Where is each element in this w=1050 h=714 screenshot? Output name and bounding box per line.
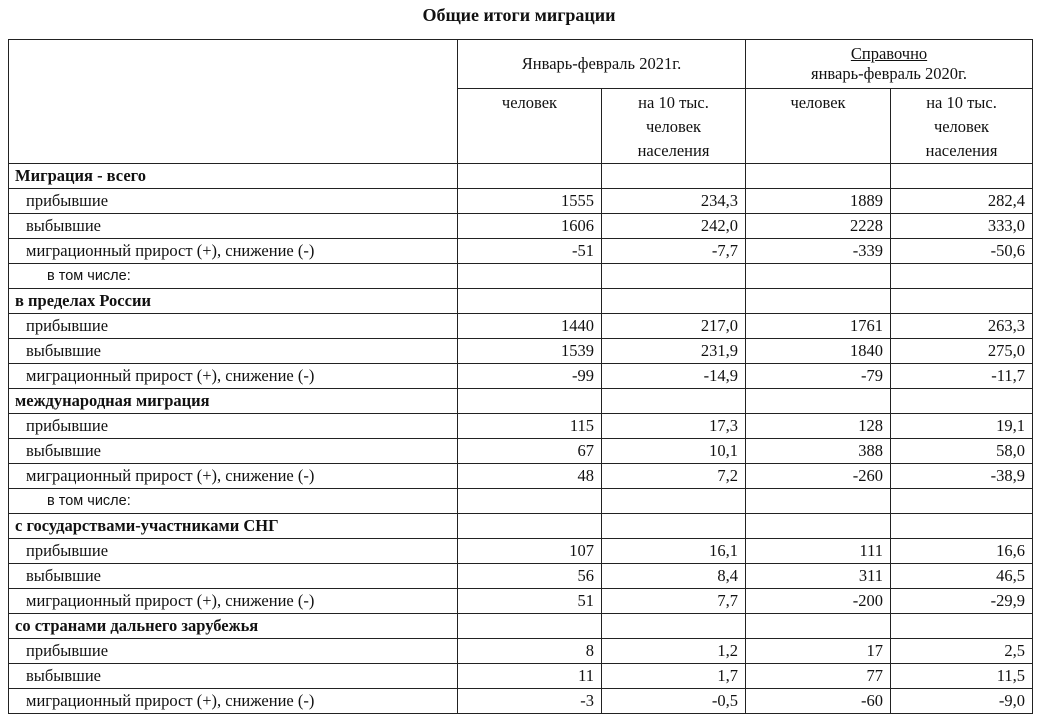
header-period-2021: Январь-февраль 2021г. (458, 40, 746, 89)
cell-v2020: 1889 (746, 189, 891, 214)
row-label: миграционный прирост (+), снижение (-) (9, 364, 458, 389)
header-per10k-line1: на 10 тыс. (638, 93, 709, 112)
row-label: прибывшие (9, 414, 458, 439)
page-title: Общие итоги миграции (422, 5, 616, 25)
row-label: выбывшие (9, 214, 458, 239)
cell-r2021: 242,0 (602, 214, 746, 239)
row-label: прибывшие (9, 314, 458, 339)
cell-r2021: 17,3 (602, 414, 746, 439)
cell-r2020 (891, 264, 1033, 289)
cell-r2020: 46,5 (891, 564, 1033, 589)
cell-v2020: 111 (746, 539, 891, 564)
cell-v2021 (458, 389, 602, 414)
cell-r2021 (602, 289, 746, 314)
cell-v2020: -79 (746, 364, 891, 389)
cell-r2021: 7,2 (602, 464, 746, 489)
cell-v2020: -260 (746, 464, 891, 489)
cell-r2020: 263,3 (891, 314, 1033, 339)
cell-r2021: 16,1 (602, 539, 746, 564)
header-row-periods (9, 40, 1033, 89)
cell-v2021: 11 (458, 664, 602, 689)
section-label: Миграция - всего (9, 164, 458, 189)
section-row (9, 164, 1033, 189)
cell-r2020: 16,6 (891, 539, 1033, 564)
cell-r2021: 231,9 (602, 339, 746, 364)
cell-r2020: -50,6 (891, 239, 1033, 264)
table-body (9, 40, 1033, 714)
cell-r2020: 58,0 (891, 439, 1033, 464)
table-row (9, 314, 1033, 339)
table-row (9, 664, 1033, 689)
cell-v2020 (746, 289, 891, 314)
header-persons-2020: человек (746, 89, 891, 164)
header-period-2020-label: январь-февраль 2020г. (811, 64, 968, 83)
cell-r2021 (602, 489, 746, 514)
cell-r2020: 11,5 (891, 664, 1033, 689)
table-row (9, 364, 1033, 389)
cell-r2021 (602, 389, 746, 414)
cell-v2020: 1840 (746, 339, 891, 364)
header-per10k-2020 (891, 89, 1033, 164)
cell-v2021 (458, 264, 602, 289)
table-row (9, 189, 1033, 214)
row-label: выбывшие (9, 664, 458, 689)
row-label: прибывшие (9, 539, 458, 564)
table-row (9, 464, 1033, 489)
row-label: в том числе: (9, 489, 458, 514)
cell-v2020 (746, 164, 891, 189)
header-per10k-line3: населения (637, 141, 710, 160)
migration-table (8, 39, 1033, 714)
cell-v2021: 1440 (458, 314, 602, 339)
cell-v2021: 107 (458, 539, 602, 564)
table-row (9, 564, 1033, 589)
section-row (9, 389, 1033, 414)
section-row (9, 614, 1033, 639)
note-row (9, 264, 1033, 289)
cell-v2021: 67 (458, 439, 602, 464)
table-row (9, 239, 1033, 264)
cell-r2020: 275,0 (891, 339, 1033, 364)
cell-r2021: 7,7 (602, 589, 746, 614)
table-row (9, 439, 1033, 464)
cell-v2020: 77 (746, 664, 891, 689)
cell-r2021: -14,9 (602, 364, 746, 389)
cell-r2020 (891, 489, 1033, 514)
row-label: миграционный прирост (+), снижение (-) (9, 464, 458, 489)
cell-v2020: 17 (746, 639, 891, 664)
table-row (9, 539, 1033, 564)
note-row (9, 489, 1033, 514)
header-per10k-line3: населения (925, 141, 998, 160)
cell-r2020: -29,9 (891, 589, 1033, 614)
cell-v2021 (458, 514, 602, 539)
cell-r2021: -7,7 (602, 239, 746, 264)
table-row (9, 339, 1033, 364)
cell-v2020: -339 (746, 239, 891, 264)
row-label: выбывшие (9, 339, 458, 364)
cell-v2020: -60 (746, 689, 891, 714)
cell-v2020 (746, 489, 891, 514)
cell-r2021: 234,3 (602, 189, 746, 214)
row-label: выбывшие (9, 564, 458, 589)
cell-v2021: -51 (458, 239, 602, 264)
cell-r2021: 1,2 (602, 639, 746, 664)
cell-v2020: 388 (746, 439, 891, 464)
row-label: в том числе: (9, 264, 458, 289)
section-label: международная миграция (9, 389, 458, 414)
cell-v2020: 2228 (746, 214, 891, 239)
cell-v2020 (746, 264, 891, 289)
section-label: с государствами-участниками СНГ (9, 514, 458, 539)
row-label: миграционный прирост (+), снижение (-) (9, 239, 458, 264)
cell-v2021: 115 (458, 414, 602, 439)
cell-r2021 (602, 164, 746, 189)
section-row (9, 514, 1033, 539)
cell-v2021: 1555 (458, 189, 602, 214)
header-per10k-line2: человек (933, 117, 990, 136)
cell-v2021: -99 (458, 364, 602, 389)
cell-r2021 (602, 264, 746, 289)
cell-v2021: 48 (458, 464, 602, 489)
cell-v2021: 1606 (458, 214, 602, 239)
header-persons-2021: человек (458, 89, 602, 164)
section-label: со странами дальнего зарубежья (9, 614, 458, 639)
cell-r2020: 19,1 (891, 414, 1033, 439)
cell-v2021: 8 (458, 639, 602, 664)
cell-r2021: 10,1 (602, 439, 746, 464)
cell-r2020 (891, 389, 1033, 414)
cell-r2020: -11,7 (891, 364, 1033, 389)
cell-v2021: 51 (458, 589, 602, 614)
cell-r2020: -9,0 (891, 689, 1033, 714)
cell-v2021: 56 (458, 564, 602, 589)
cell-v2021 (458, 164, 602, 189)
table-row (9, 589, 1033, 614)
row-label: миграционный прирост (+), снижение (-) (9, 689, 458, 714)
cell-r2020 (891, 614, 1033, 639)
cell-v2020: -200 (746, 589, 891, 614)
table-row (9, 639, 1033, 664)
section-label: в пределах России (9, 289, 458, 314)
header-per10k-2021 (602, 89, 746, 164)
table-row (9, 689, 1033, 714)
row-label: прибывшие (9, 189, 458, 214)
cell-v2020: 1761 (746, 314, 891, 339)
cell-r2021: 217,0 (602, 314, 746, 339)
cell-v2020 (746, 389, 891, 414)
cell-v2021: -3 (458, 689, 602, 714)
header-reference-label: Справочно (850, 44, 928, 63)
row-label: прибывшие (9, 639, 458, 664)
header-label-cell (9, 40, 458, 164)
cell-v2021 (458, 489, 602, 514)
cell-v2021: 1539 (458, 339, 602, 364)
cell-r2021: 8,4 (602, 564, 746, 589)
cell-r2020 (891, 289, 1033, 314)
table-row (9, 414, 1033, 439)
header-per10k-line2: человек (645, 117, 702, 136)
cell-r2020: 282,4 (891, 189, 1033, 214)
row-label: выбывшие (9, 439, 458, 464)
cell-r2020 (891, 514, 1033, 539)
cell-r2021 (602, 614, 746, 639)
cell-v2020 (746, 514, 891, 539)
cell-v2021 (458, 614, 602, 639)
cell-r2020 (891, 164, 1033, 189)
cell-v2021 (458, 289, 602, 314)
cell-v2020 (746, 614, 891, 639)
row-label: миграционный прирост (+), снижение (-) (9, 589, 458, 614)
cell-r2021: -0,5 (602, 689, 746, 714)
header-per10k-line1: на 10 тыс. (926, 93, 997, 112)
cell-r2020: 333,0 (891, 214, 1033, 239)
cell-r2021 (602, 514, 746, 539)
table-row (9, 214, 1033, 239)
cell-r2021: 1,7 (602, 664, 746, 689)
cell-v2020: 128 (746, 414, 891, 439)
section-row (9, 289, 1033, 314)
cell-r2020: 2,5 (891, 639, 1033, 664)
cell-r2020: -38,9 (891, 464, 1033, 489)
header-period-2020 (746, 40, 1033, 89)
cell-v2020: 311 (746, 564, 891, 589)
